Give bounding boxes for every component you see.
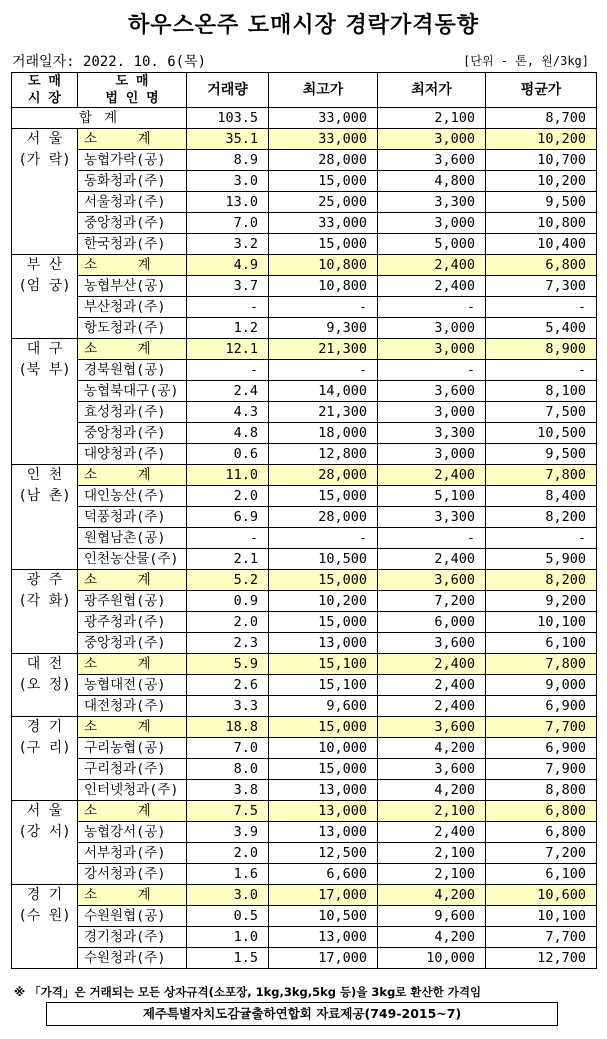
row-min: 2,100 xyxy=(378,864,486,885)
table-row xyxy=(12,213,597,234)
row-min: 3,000 xyxy=(378,402,486,423)
row-max: 12,500 xyxy=(269,843,378,864)
market-location: (오 정) xyxy=(18,677,71,693)
row-volume: 3.7 xyxy=(187,276,269,297)
subtotal-max: 13,000 xyxy=(269,801,378,822)
row-min: 3,300 xyxy=(378,192,486,213)
subtotal-min: 2,400 xyxy=(378,255,486,276)
table-row xyxy=(12,780,597,801)
row-max: 6,600 xyxy=(269,864,378,885)
row-min: 9,600 xyxy=(378,906,486,927)
header-market xyxy=(12,73,78,108)
row-min: 3,000 xyxy=(378,318,486,339)
corp-name: 인천농산물(주) xyxy=(78,549,187,570)
row-max: 15,000 xyxy=(269,171,378,192)
table-row xyxy=(12,507,597,528)
table-row xyxy=(12,234,597,255)
row-avg: 8,400 xyxy=(486,486,597,507)
corp-name: 강서청과(주) xyxy=(78,864,187,885)
subtotal-volume: 3.0 xyxy=(187,885,269,906)
subtotal-label: 소 계 xyxy=(78,717,187,738)
row-volume: 1.0 xyxy=(187,927,269,948)
row-volume: 1.2 xyxy=(187,318,269,339)
row-volume: 2.1 xyxy=(187,549,269,570)
corp-name: 서부청과(주) xyxy=(78,843,187,864)
row-max: 17,000 xyxy=(269,948,378,969)
market-cell xyxy=(12,465,78,570)
row-avg: 10,200 xyxy=(486,171,597,192)
subtotal-max: 33,000 xyxy=(269,129,378,150)
row-avg: 6,900 xyxy=(486,696,597,717)
market-location: (남 촌) xyxy=(18,488,71,504)
subtotal-min: 3,600 xyxy=(378,717,486,738)
market-cell xyxy=(12,129,78,255)
row-max: 10,800 xyxy=(269,276,378,297)
corp-name: 경기청과(주) xyxy=(78,927,187,948)
subtotal-row xyxy=(12,717,597,738)
row-max: 9,300 xyxy=(269,318,378,339)
table-row xyxy=(12,402,597,423)
table-row xyxy=(12,822,597,843)
row-max: 15,000 xyxy=(269,234,378,255)
table-row xyxy=(12,549,597,570)
row-max: 28,000 xyxy=(269,507,378,528)
corp-name: 대전청과(주) xyxy=(78,696,187,717)
row-min: 4,200 xyxy=(378,738,486,759)
header-avg: 평균가 xyxy=(486,73,597,108)
row-min: 4,200 xyxy=(378,927,486,948)
row-min: - xyxy=(378,297,486,318)
row-volume: - xyxy=(187,297,269,318)
header-market-top: 도 매 xyxy=(28,74,61,89)
row-avg: 8,800 xyxy=(486,780,597,801)
subtotal-row xyxy=(12,339,597,360)
row-volume: 0.6 xyxy=(187,444,269,465)
row-avg: 7,300 xyxy=(486,276,597,297)
row-max: - xyxy=(269,360,378,381)
row-avg: 7,900 xyxy=(486,759,597,780)
row-min: 3,300 xyxy=(378,507,486,528)
header-market-bottom: 시 장 xyxy=(28,91,61,106)
row-avg: 8,100 xyxy=(486,381,597,402)
subtotal-max: 10,800 xyxy=(269,255,378,276)
subtotal-label: 소 계 xyxy=(78,465,187,486)
market-name: 부 산 xyxy=(26,257,63,273)
subtotal-volume: 7.5 xyxy=(187,801,269,822)
corp-name: 한국청과(주) xyxy=(78,234,187,255)
row-avg: 7,200 xyxy=(486,843,597,864)
corp-name: 농협부산(공) xyxy=(78,276,187,297)
row-avg: 9,500 xyxy=(486,192,597,213)
subtotal-label: 소 계 xyxy=(78,129,187,150)
market-name: 경 기 xyxy=(26,719,63,735)
table-row xyxy=(12,444,597,465)
row-max: - xyxy=(269,297,378,318)
corp-name: 광주청과(주) xyxy=(78,612,187,633)
market-location: (각 화) xyxy=(18,593,71,609)
corp-name: 원협남촌(공) xyxy=(78,528,187,549)
table-row xyxy=(12,696,597,717)
subtotal-label: 소 계 xyxy=(78,255,187,276)
total-min: 2,100 xyxy=(378,108,486,129)
corp-name: 수원원협(공) xyxy=(78,906,187,927)
row-avg: 6,100 xyxy=(486,633,597,654)
subtotal-row xyxy=(12,129,597,150)
total-row xyxy=(12,108,597,129)
table-row xyxy=(12,591,597,612)
corp-name: 광주원협(공) xyxy=(78,591,187,612)
unit-label: [단위 - 톤, 원/3kg] xyxy=(463,54,589,68)
subtotal-min: 3,600 xyxy=(378,570,486,591)
row-max: 15,100 xyxy=(269,675,378,696)
subtotal-label: 소 계 xyxy=(78,339,187,360)
row-min: 3,600 xyxy=(378,759,486,780)
row-avg: 7,500 xyxy=(486,402,597,423)
corp-name: 부산청과(주) xyxy=(78,297,187,318)
table-row xyxy=(12,906,597,927)
row-max: 14,000 xyxy=(269,381,378,402)
subtotal-avg: 8,200 xyxy=(486,570,597,591)
row-max: 12,800 xyxy=(269,444,378,465)
row-avg: 12,700 xyxy=(486,948,597,969)
row-avg: 7,700 xyxy=(486,927,597,948)
subtotal-row xyxy=(12,465,597,486)
subtotal-max: 15,100 xyxy=(269,654,378,675)
row-volume: 3.2 xyxy=(187,234,269,255)
row-min: - xyxy=(378,528,486,549)
row-min: 3,000 xyxy=(378,444,486,465)
market-name: 인 천 xyxy=(26,467,63,483)
market-location: (수 원) xyxy=(18,908,71,924)
table-row xyxy=(12,843,597,864)
row-volume: 2.0 xyxy=(187,612,269,633)
header-min: 최저가 xyxy=(378,73,486,108)
subtotal-row xyxy=(12,801,597,822)
subtotal-label: 소 계 xyxy=(78,570,187,591)
row-min: 2,100 xyxy=(378,843,486,864)
row-min: 3,600 xyxy=(378,150,486,171)
row-avg: 9,000 xyxy=(486,675,597,696)
subtotal-volume: 4.9 xyxy=(187,255,269,276)
market-name: 광 주 xyxy=(26,572,63,588)
row-min: 7,200 xyxy=(378,591,486,612)
table-row xyxy=(12,381,597,402)
row-avg: 9,500 xyxy=(486,444,597,465)
table-row xyxy=(12,759,597,780)
market-location: (북 부) xyxy=(18,362,71,378)
price-table xyxy=(11,72,597,969)
market-name: 경 기 xyxy=(26,887,63,903)
corp-name: 농협대전(공) xyxy=(78,675,187,696)
row-volume: 8.0 xyxy=(187,759,269,780)
row-max: 33,000 xyxy=(269,213,378,234)
row-volume: 2.0 xyxy=(187,486,269,507)
row-volume: 4.3 xyxy=(187,402,269,423)
subtotal-volume: 18.8 xyxy=(187,717,269,738)
row-max: 13,000 xyxy=(269,633,378,654)
subtotal-max: 28,000 xyxy=(269,465,378,486)
row-volume: 3.0 xyxy=(187,171,269,192)
corp-name: 수원청과(주) xyxy=(78,948,187,969)
row-min: 3,600 xyxy=(378,381,486,402)
header-row xyxy=(12,73,597,108)
row-min: 4,200 xyxy=(378,780,486,801)
subtotal-avg: 7,800 xyxy=(486,465,597,486)
row-min: 2,400 xyxy=(378,696,486,717)
source-box: 제주특별자치도감귤출하연합회 자료제공(749-2015~7) xyxy=(46,1002,558,1026)
row-volume: 2.3 xyxy=(187,633,269,654)
market-name: 대 전 xyxy=(26,656,63,672)
row-max: 13,000 xyxy=(269,927,378,948)
page-title: 하우스온주 도매시장 경락가격동향 xyxy=(127,13,480,38)
row-avg: 10,100 xyxy=(486,906,597,927)
table-row xyxy=(12,927,597,948)
table-row xyxy=(12,675,597,696)
market-cell xyxy=(12,255,78,339)
row-avg: - xyxy=(486,360,597,381)
row-min: 10,000 xyxy=(378,948,486,969)
row-avg: 10,400 xyxy=(486,234,597,255)
table-row xyxy=(12,150,597,171)
subtotal-volume: 11.0 xyxy=(187,465,269,486)
row-volume: - xyxy=(187,528,269,549)
row-min: 2,400 xyxy=(378,822,486,843)
row-volume: 3.8 xyxy=(187,780,269,801)
subtotal-avg: 6,800 xyxy=(486,801,597,822)
subtotal-min: 3,000 xyxy=(378,129,486,150)
row-avg: 9,200 xyxy=(486,591,597,612)
table-row xyxy=(12,423,597,444)
row-max: 10,200 xyxy=(269,591,378,612)
row-avg: 6,800 xyxy=(486,822,597,843)
table-row xyxy=(12,864,597,885)
row-max: 28,000 xyxy=(269,150,378,171)
subtotal-volume: 5.9 xyxy=(187,654,269,675)
subtotal-avg: 8,900 xyxy=(486,339,597,360)
row-volume: 13.0 xyxy=(187,192,269,213)
corp-name: 덕풍청과(주) xyxy=(78,507,187,528)
row-avg: 6,100 xyxy=(486,864,597,885)
subtotal-avg: 7,700 xyxy=(486,717,597,738)
row-min: 2,400 xyxy=(378,276,486,297)
row-min: 6,000 xyxy=(378,612,486,633)
row-min: 5,000 xyxy=(378,234,486,255)
subtotal-row xyxy=(12,255,597,276)
row-avg: - xyxy=(486,297,597,318)
table-row xyxy=(12,486,597,507)
table-row xyxy=(12,738,597,759)
row-min: 2,400 xyxy=(378,549,486,570)
subtotal-volume: 12.1 xyxy=(187,339,269,360)
market-location: (구 리) xyxy=(18,740,71,756)
row-avg: 8,200 xyxy=(486,507,597,528)
corp-name: 중앙청과(주) xyxy=(78,213,187,234)
row-volume: 7.0 xyxy=(187,738,269,759)
row-volume: 2.4 xyxy=(187,381,269,402)
subtotal-avg: 7,800 xyxy=(486,654,597,675)
table-row xyxy=(12,192,597,213)
corp-name: 인터넷청과(주) xyxy=(78,780,187,801)
subtotal-min: 2,100 xyxy=(378,801,486,822)
market-location: (가 락) xyxy=(18,152,71,168)
row-avg: - xyxy=(486,528,597,549)
table-row xyxy=(12,318,597,339)
total-label: 합 계 xyxy=(12,108,187,129)
table-row xyxy=(12,171,597,192)
row-max: 9,600 xyxy=(269,696,378,717)
row-volume: 8.9 xyxy=(187,150,269,171)
row-volume: 3.3 xyxy=(187,696,269,717)
row-max: 13,000 xyxy=(269,780,378,801)
subtotal-min: 2,400 xyxy=(378,465,486,486)
row-volume: 7.0 xyxy=(187,213,269,234)
row-volume: 0.9 xyxy=(187,591,269,612)
row-max: 15,000 xyxy=(269,612,378,633)
row-volume: 1.5 xyxy=(187,948,269,969)
total-max: 33,000 xyxy=(269,108,378,129)
table-row xyxy=(12,276,597,297)
subtotal-max: 15,000 xyxy=(269,717,378,738)
row-max: 10,000 xyxy=(269,738,378,759)
row-avg: 10,100 xyxy=(486,612,597,633)
row-min: 2,400 xyxy=(378,675,486,696)
market-name: 서 울 xyxy=(26,131,63,147)
subtotal-avg: 6,800 xyxy=(486,255,597,276)
market-location: (강 서) xyxy=(18,824,71,840)
subtotal-max: 21,300 xyxy=(269,339,378,360)
subtotal-volume: 5.2 xyxy=(187,570,269,591)
subtotal-max: 15,000 xyxy=(269,570,378,591)
table-row xyxy=(12,528,597,549)
row-avg: 10,800 xyxy=(486,213,597,234)
subtotal-volume: 35.1 xyxy=(187,129,269,150)
row-volume: 2.6 xyxy=(187,675,269,696)
subtotal-row xyxy=(12,885,597,906)
corp-name: 농협가락(공) xyxy=(78,150,187,171)
footnote: ※ 「가격」은 거래되는 모든 상자규격(소포장, 1kg,3kg,5kg 등)을 3kg로 환산한 가격임 xyxy=(14,985,482,999)
subtotal-avg: 10,600 xyxy=(486,885,597,906)
row-avg: 10,700 xyxy=(486,150,597,171)
table-row xyxy=(12,360,597,381)
row-max: 25,000 xyxy=(269,192,378,213)
market-cell xyxy=(12,717,78,801)
corp-name: 농협강서(공) xyxy=(78,822,187,843)
total-avg: 8,700 xyxy=(486,108,597,129)
header-max: 최고가 xyxy=(269,73,378,108)
row-min: 3,000 xyxy=(378,213,486,234)
row-volume: 3.9 xyxy=(187,822,269,843)
market-cell xyxy=(12,885,78,969)
row-min: 3,300 xyxy=(378,423,486,444)
corp-name: 효성청과(주) xyxy=(78,402,187,423)
corp-name: 대양청과(주) xyxy=(78,444,187,465)
header-corp-bottom: 법 인 명 xyxy=(105,91,159,106)
row-max: - xyxy=(269,528,378,549)
row-avg: 5,400 xyxy=(486,318,597,339)
subtotal-label: 소 계 xyxy=(78,885,187,906)
corp-name: 항도청과(주) xyxy=(78,318,187,339)
corp-name: 구리농협(공) xyxy=(78,738,187,759)
row-min: - xyxy=(378,360,486,381)
row-min: 3,600 xyxy=(378,633,486,654)
row-min: 5,100 xyxy=(378,486,486,507)
row-max: 10,500 xyxy=(269,906,378,927)
row-max: 21,300 xyxy=(269,402,378,423)
row-avg: 5,900 xyxy=(486,549,597,570)
corp-name: 동화청과(주) xyxy=(78,171,187,192)
table-row xyxy=(12,633,597,654)
row-max: 18,000 xyxy=(269,423,378,444)
corp-name: 서울청과(주) xyxy=(78,192,187,213)
market-cell xyxy=(12,339,78,465)
corp-name: 대인농산(주) xyxy=(78,486,187,507)
row-max: 13,000 xyxy=(269,822,378,843)
row-max: 15,000 xyxy=(269,759,378,780)
market-location: (엄 궁) xyxy=(18,278,71,294)
row-volume: 0.5 xyxy=(187,906,269,927)
row-volume: - xyxy=(187,360,269,381)
row-avg: 10,500 xyxy=(486,423,597,444)
subtotal-min: 4,200 xyxy=(378,885,486,906)
total-volume: 103.5 xyxy=(187,108,269,129)
table-row xyxy=(12,612,597,633)
trade-date: 거래일자: 2022. 10. 6(목) xyxy=(12,54,207,70)
subtotal-row xyxy=(12,654,597,675)
market-cell xyxy=(12,654,78,717)
header-corp-top: 도 매 xyxy=(115,74,149,89)
row-volume: 6.9 xyxy=(187,507,269,528)
row-max: 10,500 xyxy=(269,549,378,570)
subtotal-label: 소 계 xyxy=(78,654,187,675)
table-row xyxy=(12,948,597,969)
corp-name: 경북원협(공) xyxy=(78,360,187,381)
table-row xyxy=(12,297,597,318)
row-max: 15,000 xyxy=(269,486,378,507)
row-volume: 4.8 xyxy=(187,423,269,444)
subtotal-avg: 10,200 xyxy=(486,129,597,150)
subtotal-label: 소 계 xyxy=(78,801,187,822)
subtotal-row xyxy=(12,570,597,591)
subtotal-min: 3,000 xyxy=(378,339,486,360)
corp-name: 구리청과(주) xyxy=(78,759,187,780)
subtotal-max: 17,000 xyxy=(269,885,378,906)
row-avg: 6,900 xyxy=(486,738,597,759)
corp-name: 중앙청과(주) xyxy=(78,633,187,654)
header-corp xyxy=(78,73,187,108)
row-min: 4,800 xyxy=(378,171,486,192)
market-cell xyxy=(12,801,78,885)
market-name: 대 구 xyxy=(26,341,63,357)
market-name: 서 울 xyxy=(26,803,63,819)
market-cell xyxy=(12,570,78,654)
row-volume: 2.0 xyxy=(187,843,269,864)
header-volume: 거래량 xyxy=(187,73,269,108)
corp-name: 중앙청과(주) xyxy=(78,423,187,444)
corp-name: 농협북대구(공) xyxy=(78,381,187,402)
subtotal-min: 2,400 xyxy=(378,654,486,675)
row-volume: 1.6 xyxy=(187,864,269,885)
